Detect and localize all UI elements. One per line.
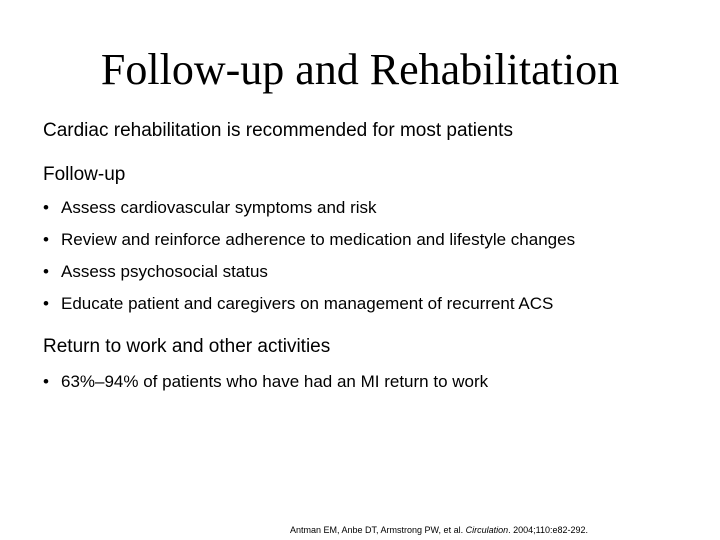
slide-content	[43, 116, 703, 410]
followup-heading: Follow-up	[43, 164, 126, 185]
followup-list	[43, 192, 703, 320]
return-to-work-list	[43, 366, 703, 398]
intro-text: Cardiac rehabilitation is recommended for most patients	[43, 120, 513, 141]
list-item	[43, 288, 703, 320]
list-item	[43, 224, 703, 256]
bullet-icon: •	[43, 230, 49, 249]
citation	[290, 524, 588, 536]
bullet-icon: •	[43, 372, 49, 391]
list-item-text: Assess cardiovascular symptoms and risk	[61, 198, 377, 217]
citation-journal: Circulation	[465, 525, 509, 535]
list-item	[43, 192, 703, 224]
list-item	[43, 366, 703, 398]
list-item	[43, 256, 703, 288]
return-to-work-heading: Return to work and other activities	[43, 336, 331, 357]
slide-title: Follow-up and Rehabilitation	[100, 45, 620, 94]
bullet-icon: •	[43, 198, 49, 217]
list-item-text: Educate patient and caregivers on management of recurrent ACS	[61, 294, 554, 313]
citation-authors: Antman EM, Anbe DT, Armstrong PW, et al.	[290, 525, 466, 535]
list-item-text: Review and reinforce adherence to medication and lifestyle changes	[61, 230, 576, 249]
list-item-text: Assess psychosocial status	[61, 262, 268, 281]
bullet-icon: •	[43, 262, 49, 281]
bullet-icon: •	[43, 294, 49, 313]
list-item-text: 63%–94% of patients who have had an MI return to work	[61, 372, 489, 391]
citation-details: . 2004;110:e82-292.	[508, 525, 589, 535]
